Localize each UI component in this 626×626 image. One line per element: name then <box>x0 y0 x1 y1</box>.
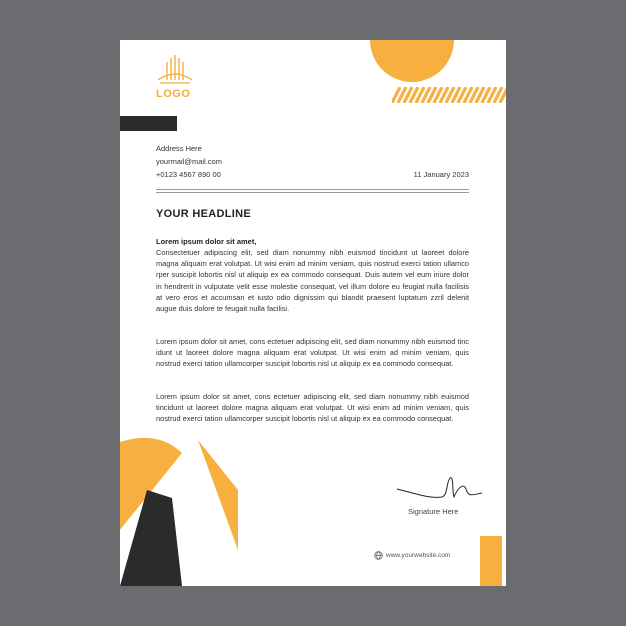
signature-label: Signature Here <box>408 507 459 516</box>
email-text: yourmail@mail.com <box>156 157 222 166</box>
website-text: www.yourwebsite.com <box>386 552 451 559</box>
body-paragraph-3: Lorem ipsum dolor sit amet, cons ectetuer adipiscing elit, sed diam nonummy nibh euismod tincidunt ut laoreet dolore magna aliquam erat volutpat. Ut wisi enim ad minim veniam, quis nostrud exerci tation ullamcorper suscipit lobortis nisl ut aliquip ex ea commodo consequat. <box>156 392 469 424</box>
striped-bar-decoration <box>392 87 506 103</box>
divider-line-top <box>156 189 469 190</box>
geometric-shapes-decoration <box>120 435 250 586</box>
building-icon <box>156 52 196 86</box>
signature-scribble <box>394 473 484 503</box>
top-semicircle-decoration <box>370 40 454 84</box>
body-paragraph-1: Consectetuer adipiscing elit, sed diam nonummy nibh euismod tincidunt ut laoreet dolore magna aliquam erat volutpat. Ut wisi enim ad minim veniam, quis nostrud exerci tation ullamco rper suscipit lobortis nisl ut aliquip ex ea commodo consequat. Duis autem vel eum iriure dolor in hendrerit in vulputate velit esse molestie consequat, vel illum dolore eu feugiat nulla facilisis at vero eros et accumsan et iusto odio dignissim qui blandit praesent luptatum zzril delenit augue duis dolore te feugait nulla facilisi. <box>156 248 469 314</box>
date-text: 11 January 2023 <box>413 170 469 179</box>
phone-text: +0123 4567 890 00 <box>156 170 221 179</box>
globe-icon <box>374 551 383 560</box>
lead-text: Lorem ipsum dolor sit amet, <box>156 237 257 246</box>
divider-line-bottom <box>156 192 469 193</box>
dark-accent-bar <box>120 116 177 131</box>
logo-text: LOGO <box>156 88 191 100</box>
body-paragraph-2: Lorem ipsum dolor sit amet, cons ectetuer adipiscing elit, sed diam nonummy nibh euismod tinc idunt ut laoreet dolore magna aliquam erat volutpat. Ut wisi enim ad minim veniam, quis nostrud exerci tation ullamcorper suscipit lobortis nisl ut aliquip ex ea commodo consequat. <box>156 337 469 369</box>
headline: YOUR HEADLINE <box>156 208 251 220</box>
letterhead-page <box>120 40 506 586</box>
website-footer <box>374 551 450 560</box>
yellow-accent-bar <box>480 536 502 586</box>
address-text: Address Here <box>156 144 202 153</box>
